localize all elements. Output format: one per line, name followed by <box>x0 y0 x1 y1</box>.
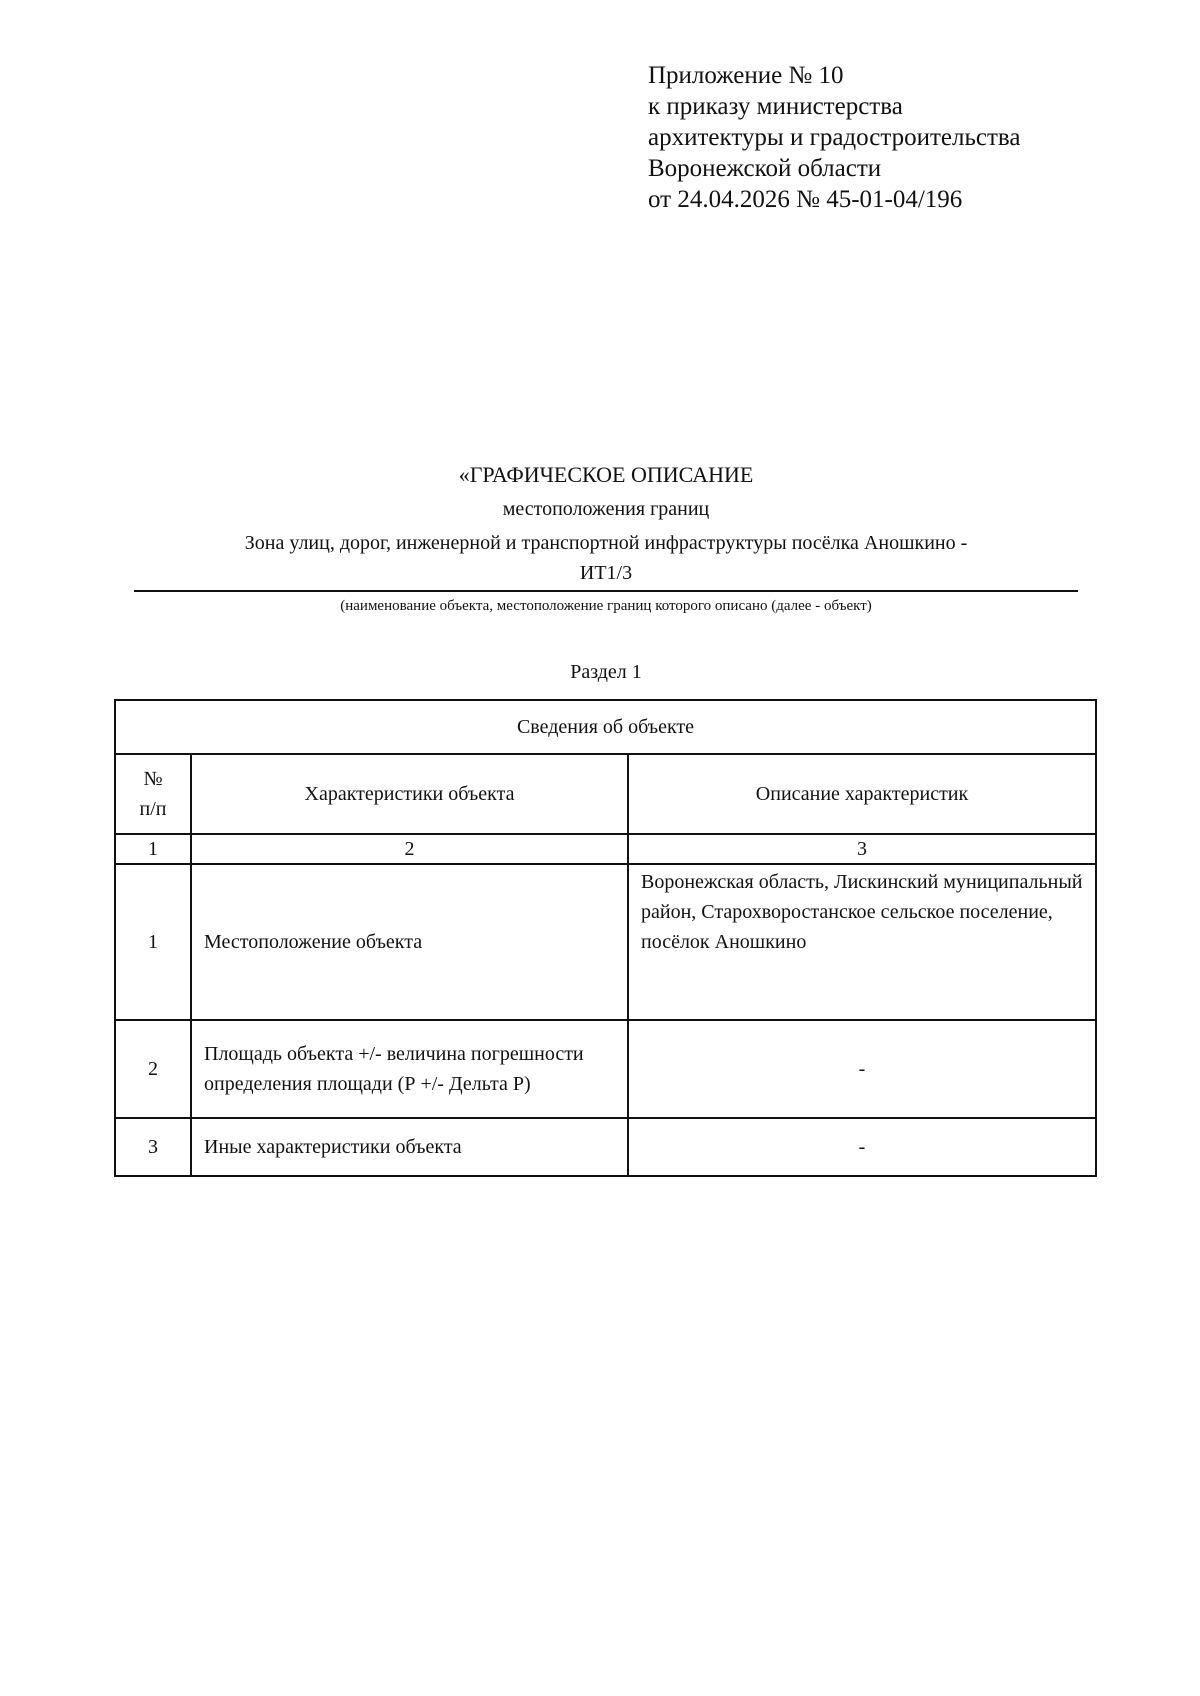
object-name-caption: (наименование объекта, местоположение границ которого описано (далее - объект) <box>340 598 872 614</box>
object-info-table <box>114 699 1097 1177</box>
row-number: 3 <box>115 1118 191 1176</box>
appendix-line: Приложение № 10 <box>648 62 844 89</box>
object-name-underline <box>134 590 1078 592</box>
title-block <box>134 458 1078 588</box>
column-index-row <box>115 834 1096 864</box>
document-subtitle: местоположения границ <box>502 498 710 520</box>
row-description: Воронежская область, Лискинский муниципальный район, Старохворостанское сельское поселение, посёлок Аношкино <box>628 864 1096 1020</box>
appendix-block <box>648 60 1020 215</box>
table-row <box>115 1118 1096 1176</box>
row-description: - <box>628 1020 1096 1118</box>
appendix-line: архитектуры и градостроительства <box>648 124 1021 151</box>
appendix-line: к приказу министерства <box>648 93 903 120</box>
row-characteristic: Иные характеристики объекта <box>191 1118 628 1176</box>
table-row <box>115 864 1096 1020</box>
table-caption: Сведения об объекте <box>115 700 1096 754</box>
table-header-row <box>115 754 1096 834</box>
header-number-line: № <box>143 768 163 790</box>
row-number: 1 <box>115 864 191 1020</box>
row-characteristic: Площадь объекта +/- величина погрешности определения площади (Р +/- Дельта Р) <box>191 1020 628 1118</box>
column-index-cell: 2 <box>191 834 628 864</box>
appendix-line: Воронежской области <box>648 155 882 182</box>
row-number: 2 <box>115 1020 191 1118</box>
header-number <box>115 754 191 834</box>
section-label: Раздел 1 <box>570 661 642 683</box>
appendix-line: от 24.04.2026 № 45-01-04/196 <box>648 186 963 213</box>
object-name <box>134 528 1078 588</box>
table-row <box>115 1020 1096 1118</box>
header-number-line: п/п <box>139 798 167 820</box>
column-index-cell: 1 <box>115 834 191 864</box>
row-description: - <box>628 1118 1096 1176</box>
header-description: Описание характеристик <box>628 754 1096 834</box>
table-caption-row <box>115 700 1096 754</box>
object-name-line: Зона улиц, дорог, инженерной и транспортной инфраструктуры посёлка Аношкино - <box>244 532 968 554</box>
row-characteristic: Местоположение объекта <box>191 864 628 1020</box>
header-characteristics: Характеристики объекта <box>191 754 628 834</box>
document-title: «ГРАФИЧЕСКОЕ ОПИСАНИЕ <box>458 462 754 487</box>
object-name-line: ИТ1/3 <box>579 562 633 584</box>
column-index-cell: 3 <box>628 834 1096 864</box>
